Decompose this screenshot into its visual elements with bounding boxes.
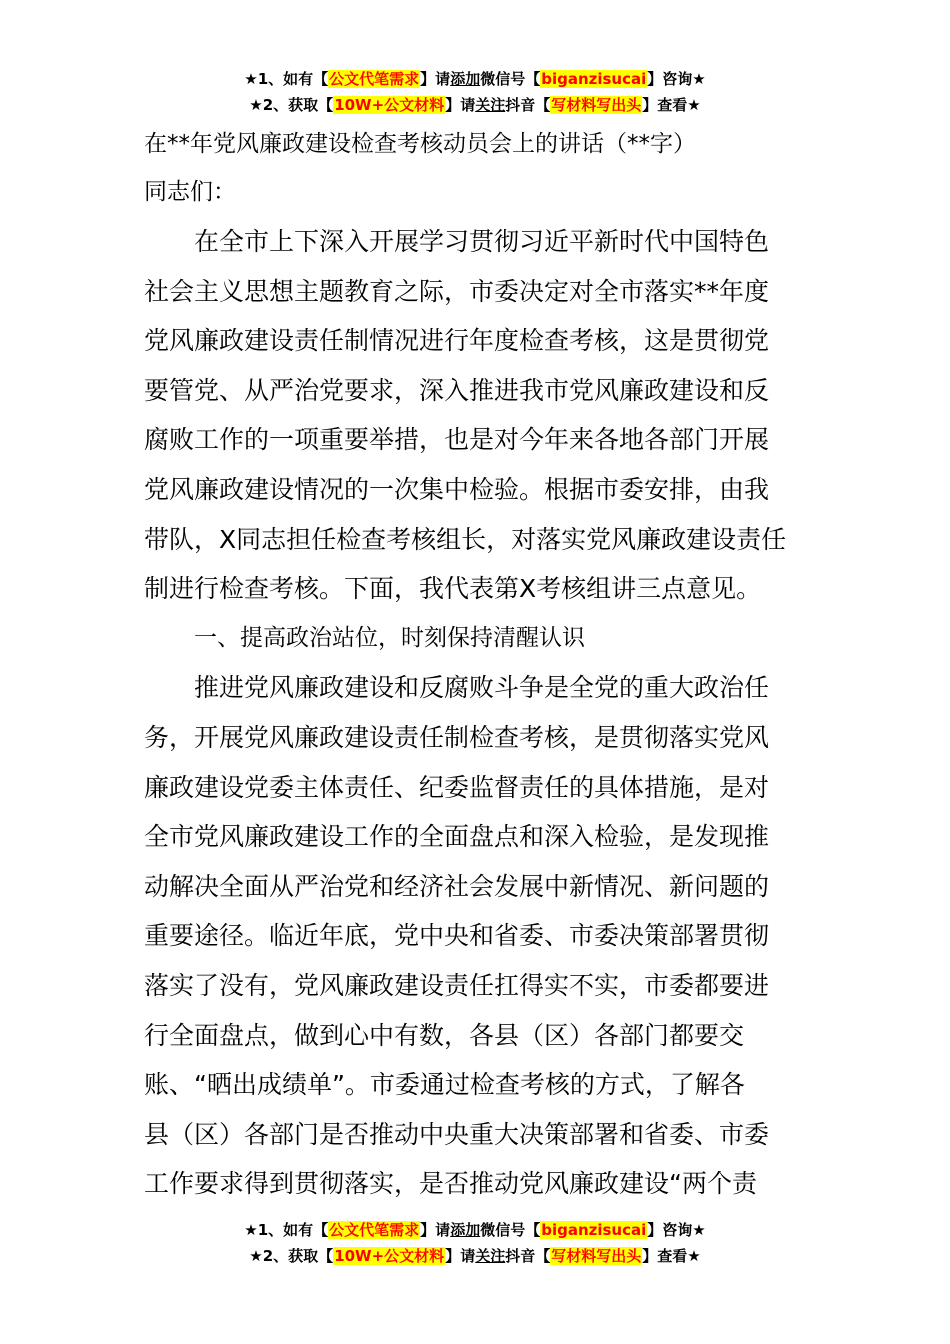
paragraph-line: 账、“晒出成绩单”。市委通过检查考核的方式，了解各: [144, 1070, 745, 1100]
promo-highlight: 写材料写出头: [551, 96, 642, 114]
paragraph-line: 工作要求得到贯彻落实，是否推动党风廉政建设“两个责: [144, 1169, 757, 1199]
paragraph-line: 党风廉政建设责任制情况进行年度检查考核，这是贯彻党: [144, 326, 770, 356]
paragraph-line: 务，开展党风廉政建设责任制检查考核，是贯彻落实党风: [144, 722, 770, 752]
promo-text: 】咨询★: [647, 70, 706, 88]
paragraph-line: 党风廉政建设情况的一次集中检验。根据市委安排，由我: [144, 474, 770, 504]
document-body: [144, 121, 808, 1209]
promo-highlight: 10W+公文材料: [334, 96, 445, 114]
paragraph-line: 社会主义思想主题教育之际，市委决定对全市落实**年度: [144, 276, 770, 306]
paragraph-line: 要管党、从严治党要求，深入推进我市党风廉政建设和反: [144, 375, 770, 405]
paragraph-line: 落实了没有，党风廉政建设责任扛得实不实，市委都要进: [144, 970, 770, 1000]
paragraph-line: 制进行检查考核。下面，我代表第X考核组讲三点意见。: [144, 574, 762, 604]
promo-line-2: [0, 92, 950, 118]
paragraph-line: 带队，X同志担任检查考核组长，对落实党风廉政建设责任: [144, 524, 787, 554]
promo-line-1: [0, 1217, 950, 1243]
paragraph-line: 推进党风廉政建设和反腐败斗争是全党的重大政治任: [144, 673, 770, 703]
promo-text: 】请: [420, 1221, 451, 1239]
promo-highlight: 写材料写出头: [551, 1247, 642, 1265]
promo-line-1: [0, 66, 950, 92]
promo-highlight: 公文代笔需求: [329, 1221, 420, 1239]
promo-banner-top: [0, 66, 950, 118]
promo-text: ★2、获取【: [249, 96, 334, 114]
promo-banner-bottom: [0, 1217, 950, 1269]
promo-highlight: biganzisucai: [541, 1221, 647, 1239]
promo-underlined: 关注: [475, 96, 506, 114]
promo-text: 】请: [445, 96, 476, 114]
promo-highlight: biganzisucai: [541, 70, 647, 88]
paragraph-line: 廉政建设党委主体责任、纪委监督责任的具体措施，是对: [144, 772, 770, 802]
promo-text: ★1、如有【: [244, 1221, 329, 1239]
paragraph-line: 腐败工作的一项重要举措，也是对今年来各地各部门开展: [144, 425, 770, 455]
promo-highlight: 10W+公文材料: [334, 1247, 445, 1265]
promo-text: 】咨询★: [647, 1221, 706, 1239]
document-title: 在**年党风廉政建设检查考核动员会上的讲话（**字）: [144, 131, 696, 157]
promo-text: 】查看★: [642, 1247, 701, 1265]
paragraph-line: 县（区）各部门是否推动中央重大决策部署和省委、市委: [144, 1119, 770, 1149]
promo-text: ★1、如有【: [244, 70, 329, 88]
promo-line-2: [0, 1243, 950, 1269]
promo-text: 微信号【: [480, 70, 541, 88]
promo-text: 】请: [445, 1247, 476, 1265]
promo-text: 】请: [420, 70, 451, 88]
promo-text: 抖音【: [505, 96, 551, 114]
paragraph-line: 动解决全面从严治党和经济社会发展中新情况、新问题的: [144, 871, 770, 901]
promo-underlined: 添加: [450, 1221, 481, 1239]
promo-text: 微信号【: [480, 1221, 541, 1239]
promo-highlight: 公文代笔需求: [329, 70, 420, 88]
paragraph-line: 重要途径。临近年底，党中央和省委、市委决策部署贯彻: [144, 921, 770, 951]
promo-text: 】查看★: [642, 96, 701, 114]
greeting: 同志们：: [144, 179, 236, 205]
paragraph-line: 在全市上下深入开展学习贯彻习近平新时代中国特色: [144, 227, 770, 256]
section-heading-1: 一、提高政治站位，时刻保持清醒认识: [194, 624, 585, 651]
promo-text: ★2、获取【: [249, 1247, 334, 1265]
paragraph-2: [144, 663, 808, 1209]
promo-underlined: 添加: [450, 70, 481, 88]
paragraph-line: 全市党风廉政建设工作的全面盘点和深入检验，是发现推: [144, 822, 770, 852]
promo-text: 抖音【: [505, 1247, 551, 1265]
paragraph-line: 行全面盘点，做到心中有数，各县（区）各部门都要交: [144, 1020, 745, 1050]
promo-underlined: 关注: [475, 1247, 506, 1265]
paragraph-1: [144, 217, 808, 614]
